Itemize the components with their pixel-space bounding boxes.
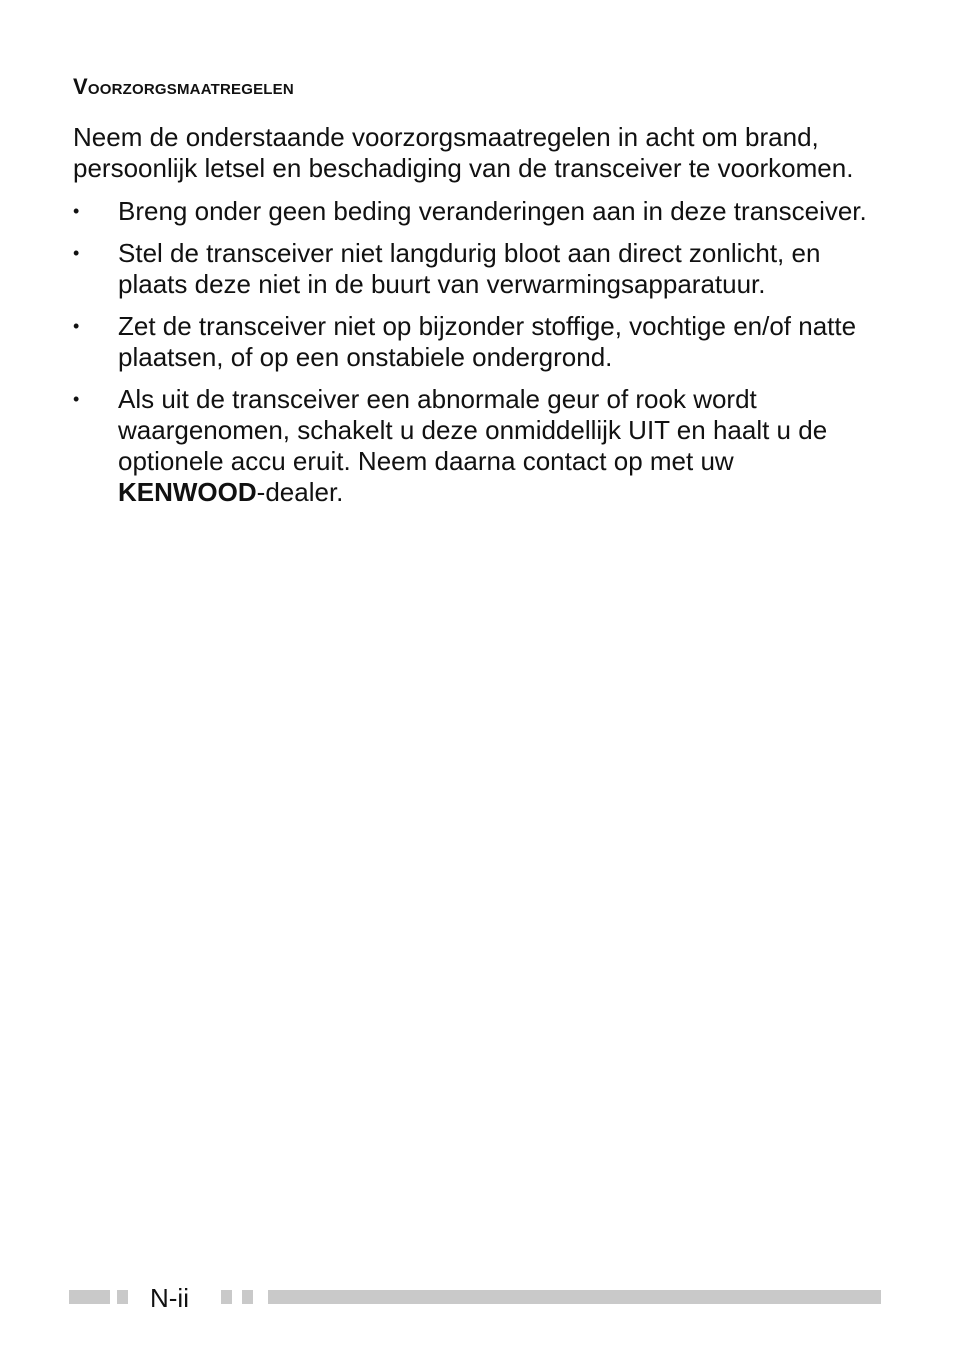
document-page bbox=[73, 70, 883, 519]
list-item bbox=[73, 196, 883, 227]
bullet-icon: • bbox=[73, 201, 80, 221]
footer-bar-mid-1 bbox=[221, 1290, 232, 1304]
list-item bbox=[73, 311, 883, 373]
intro-paragraph: Neem de onderstaande voorzorgsmaatregelen in acht om brand, persoonlijk letsel en beschadiging van de transceiver te voorkomen. bbox=[73, 122, 854, 183]
brand-name: KENWOOD bbox=[118, 477, 257, 507]
list-item-text: Zet de transceiver niet op bijzonder stoffige, vochtige en/of natte plaatsen, of op een onstabiele ondergrond. bbox=[118, 311, 857, 372]
page-number: N-ii bbox=[150, 1283, 189, 1313]
footer-bar-left-long bbox=[69, 1290, 110, 1304]
section-heading: Voorzorgsmaatregelen bbox=[73, 74, 294, 99]
list-item bbox=[73, 238, 883, 300]
footer-bar-left-short bbox=[117, 1290, 128, 1304]
footer-bar-mid-2 bbox=[242, 1290, 253, 1304]
list-item-suffix: -dealer. bbox=[256, 477, 344, 507]
bullet-icon: • bbox=[73, 316, 80, 336]
page-footer bbox=[0, 1284, 954, 1314]
bullet-icon: • bbox=[73, 243, 80, 263]
bullet-icon: • bbox=[73, 389, 80, 409]
list-item bbox=[73, 384, 883, 508]
footer-bar-right-long bbox=[268, 1290, 881, 1304]
list-item-text: Breng onder geen beding veranderingen aan in deze transceiver. bbox=[118, 196, 867, 226]
list-item-text: Stel de transceiver niet langdurig bloot aan direct zonlicht, en plaats deze niet in de buurt van verwarmingsapparatuur. bbox=[118, 238, 821, 299]
list-item-text: Als uit de transceiver een abnormale geur of rook wordt waargenomen, schakelt u deze onmiddellijk UIT en haalt u de optionele accu eruit. Neem daarna contact op met uw bbox=[118, 384, 828, 476]
precautions-list bbox=[73, 196, 883, 508]
